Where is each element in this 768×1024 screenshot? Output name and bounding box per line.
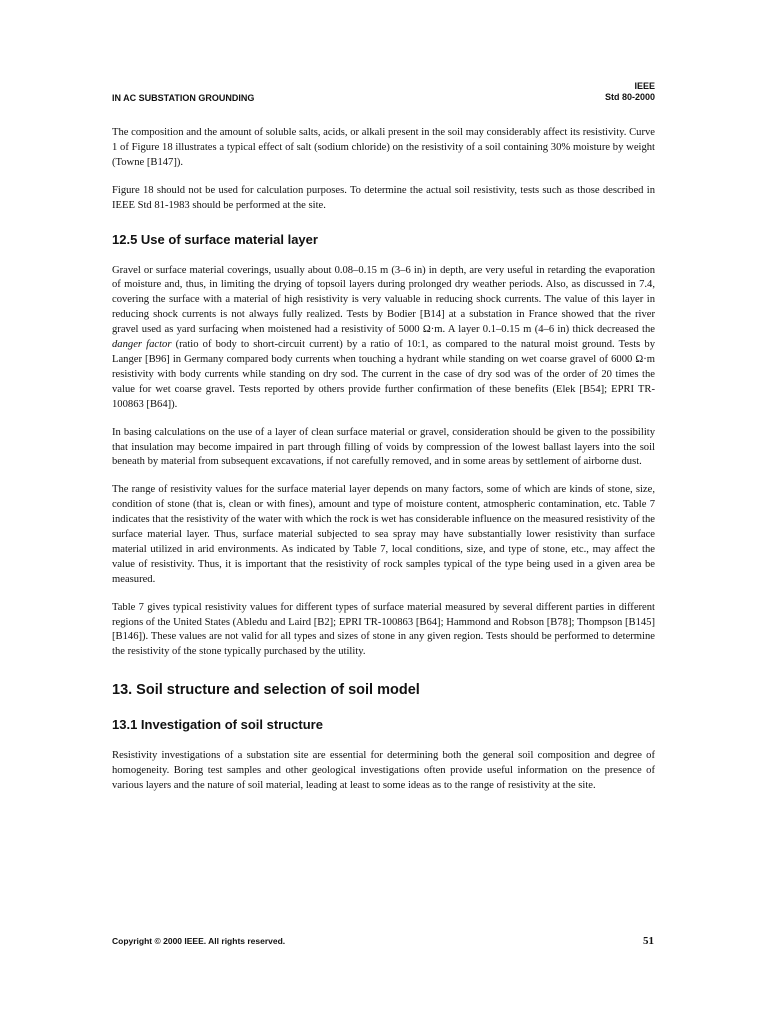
header-std-number: Std 80-2000 xyxy=(604,92,655,102)
heading-12-5: 12.5 Use of surface material layer xyxy=(112,231,318,247)
header-org: IEEE xyxy=(634,81,655,91)
paragraph-soluble-salts: The composition and the amount of soluble salts, acids, or alkali present in the soil may considerably affect its resistivity. Curve 1 of Figure 18 illustrates a typical effect of salt (sodium chloride) on the resistivity of a soil containing 30% moisture by weight (Towne [B147]). xyxy=(112,127,655,168)
heading-13-1: 13.1 Investigation of soil structure xyxy=(112,717,323,733)
danger-factor-term: danger factor xyxy=(112,339,172,351)
paragraph-resistivity-range: The range of resistivity values for the surface material layer depends on many factors, some of which are kinds of stone, size, condition of stone (that is, clean or with fines), amount and type of moisture content, atmospheric contamination, etc. Table 7 indicates that the resistivity of the water with which the rock is wet has considerable influence on the measured resistivity of the surface material layer. Thus, surface material subjected to sea spray may have substantially lower resistivity than surface material utilized in arid environments. As indicated by Table 7, local conditions, size, and type of stone, etc., may affect the value of resistivity. Thus, it is important that the resistivity of rock samples typical of the type being used in a given area be measured. xyxy=(112,484,655,585)
page-body xyxy=(112,126,655,807)
paragraph-insulation-impairment: In basing calculations on the use of a layer of clean surface material or gravel, consideration should be given to the possibility that insulation may become impaired in part through filling of voids by compression of the lowest ballast layers into the soil beneath by material from subsequent excavations, if not carefully removed, and in some areas by settlement of airborne dust. xyxy=(112,426,655,468)
heading-13: 13. Soil structure and selection of soil model xyxy=(112,682,420,699)
paragraph-gravel-text-b: (ratio of body to short-circuit current) by a ratio of 10:1, as compared to the natural moist ground. Tests by Langer [B96] in Germany compared body currents when touching a hydrant while standing on wet coarse gravel of 6000 Ω·m resistivity with body currents while standing on dry sod. The current in the case of dry sod was of the order of 20 times the value for wet coarse gravel. Tests reported by others provide further confirmation of these benefits (Elek [B54]; EPRI TR-100863 [B64]). xyxy=(112,339,655,410)
paragraph-figure-18-note: Figure 18 should not be used for calculation purposes. To determine the actual soil resistivity, tests such as those described in IEEE Std 81-1983 should be performed at the site. xyxy=(112,184,655,211)
running-header-title: IN AC SUBSTATION GROUNDING xyxy=(112,93,255,103)
paragraph-gravel-coverings xyxy=(112,264,655,413)
copyright-notice: Copyright © 2000 IEEE. All rights reserved. xyxy=(112,936,286,946)
page-number: 51 xyxy=(643,935,654,947)
paragraph-table-7: Table 7 gives typical resistivity values for different types of surface material measured by several different parties in different regions of the United States (Abledu and Laird [B2]; EPRI TR-100863 [B64]; Hammond and Robson [B78]; Thompson [B145][B146]). These values are not valid for all types and sizes of stone in any given region. Tests should be performed to determine the resistivity of the stone typically purchased by the utility. xyxy=(112,601,655,658)
standard-designation xyxy=(605,81,655,103)
paragraph-soil-investigation: Resistivity investigations of a substation site are essential for determining both the general soil composition and degree of homogeneity. Boring test samples and other geological investigations often provide useful information on the presence of various layers and the nature of soil material, leading at least to some ideas as to the range of resistivity at the site. xyxy=(112,750,655,792)
paragraph-gravel-text-a: Gravel or surface material coverings, usually about 0.08–0.15 m (3–6 in) in depth, are very useful in retarding the evaporation of moisture and, thus, in limiting the drying of topsoil layers during prolonged dry weather periods. Also, as discussed in 7.4, covering the surface with a material of high resistivity is very valuable in reducing shock currents. The value of this layer in reducing shock currents is not always fully realized. Tests by Bodier [B14] at a substation in France showed that the river gravel used as yard surfacing when moistened had a resistivity of 5000 Ω·m. A layer 0.1–0.15 m (4–6 in) thick decreased the xyxy=(112,264,655,336)
